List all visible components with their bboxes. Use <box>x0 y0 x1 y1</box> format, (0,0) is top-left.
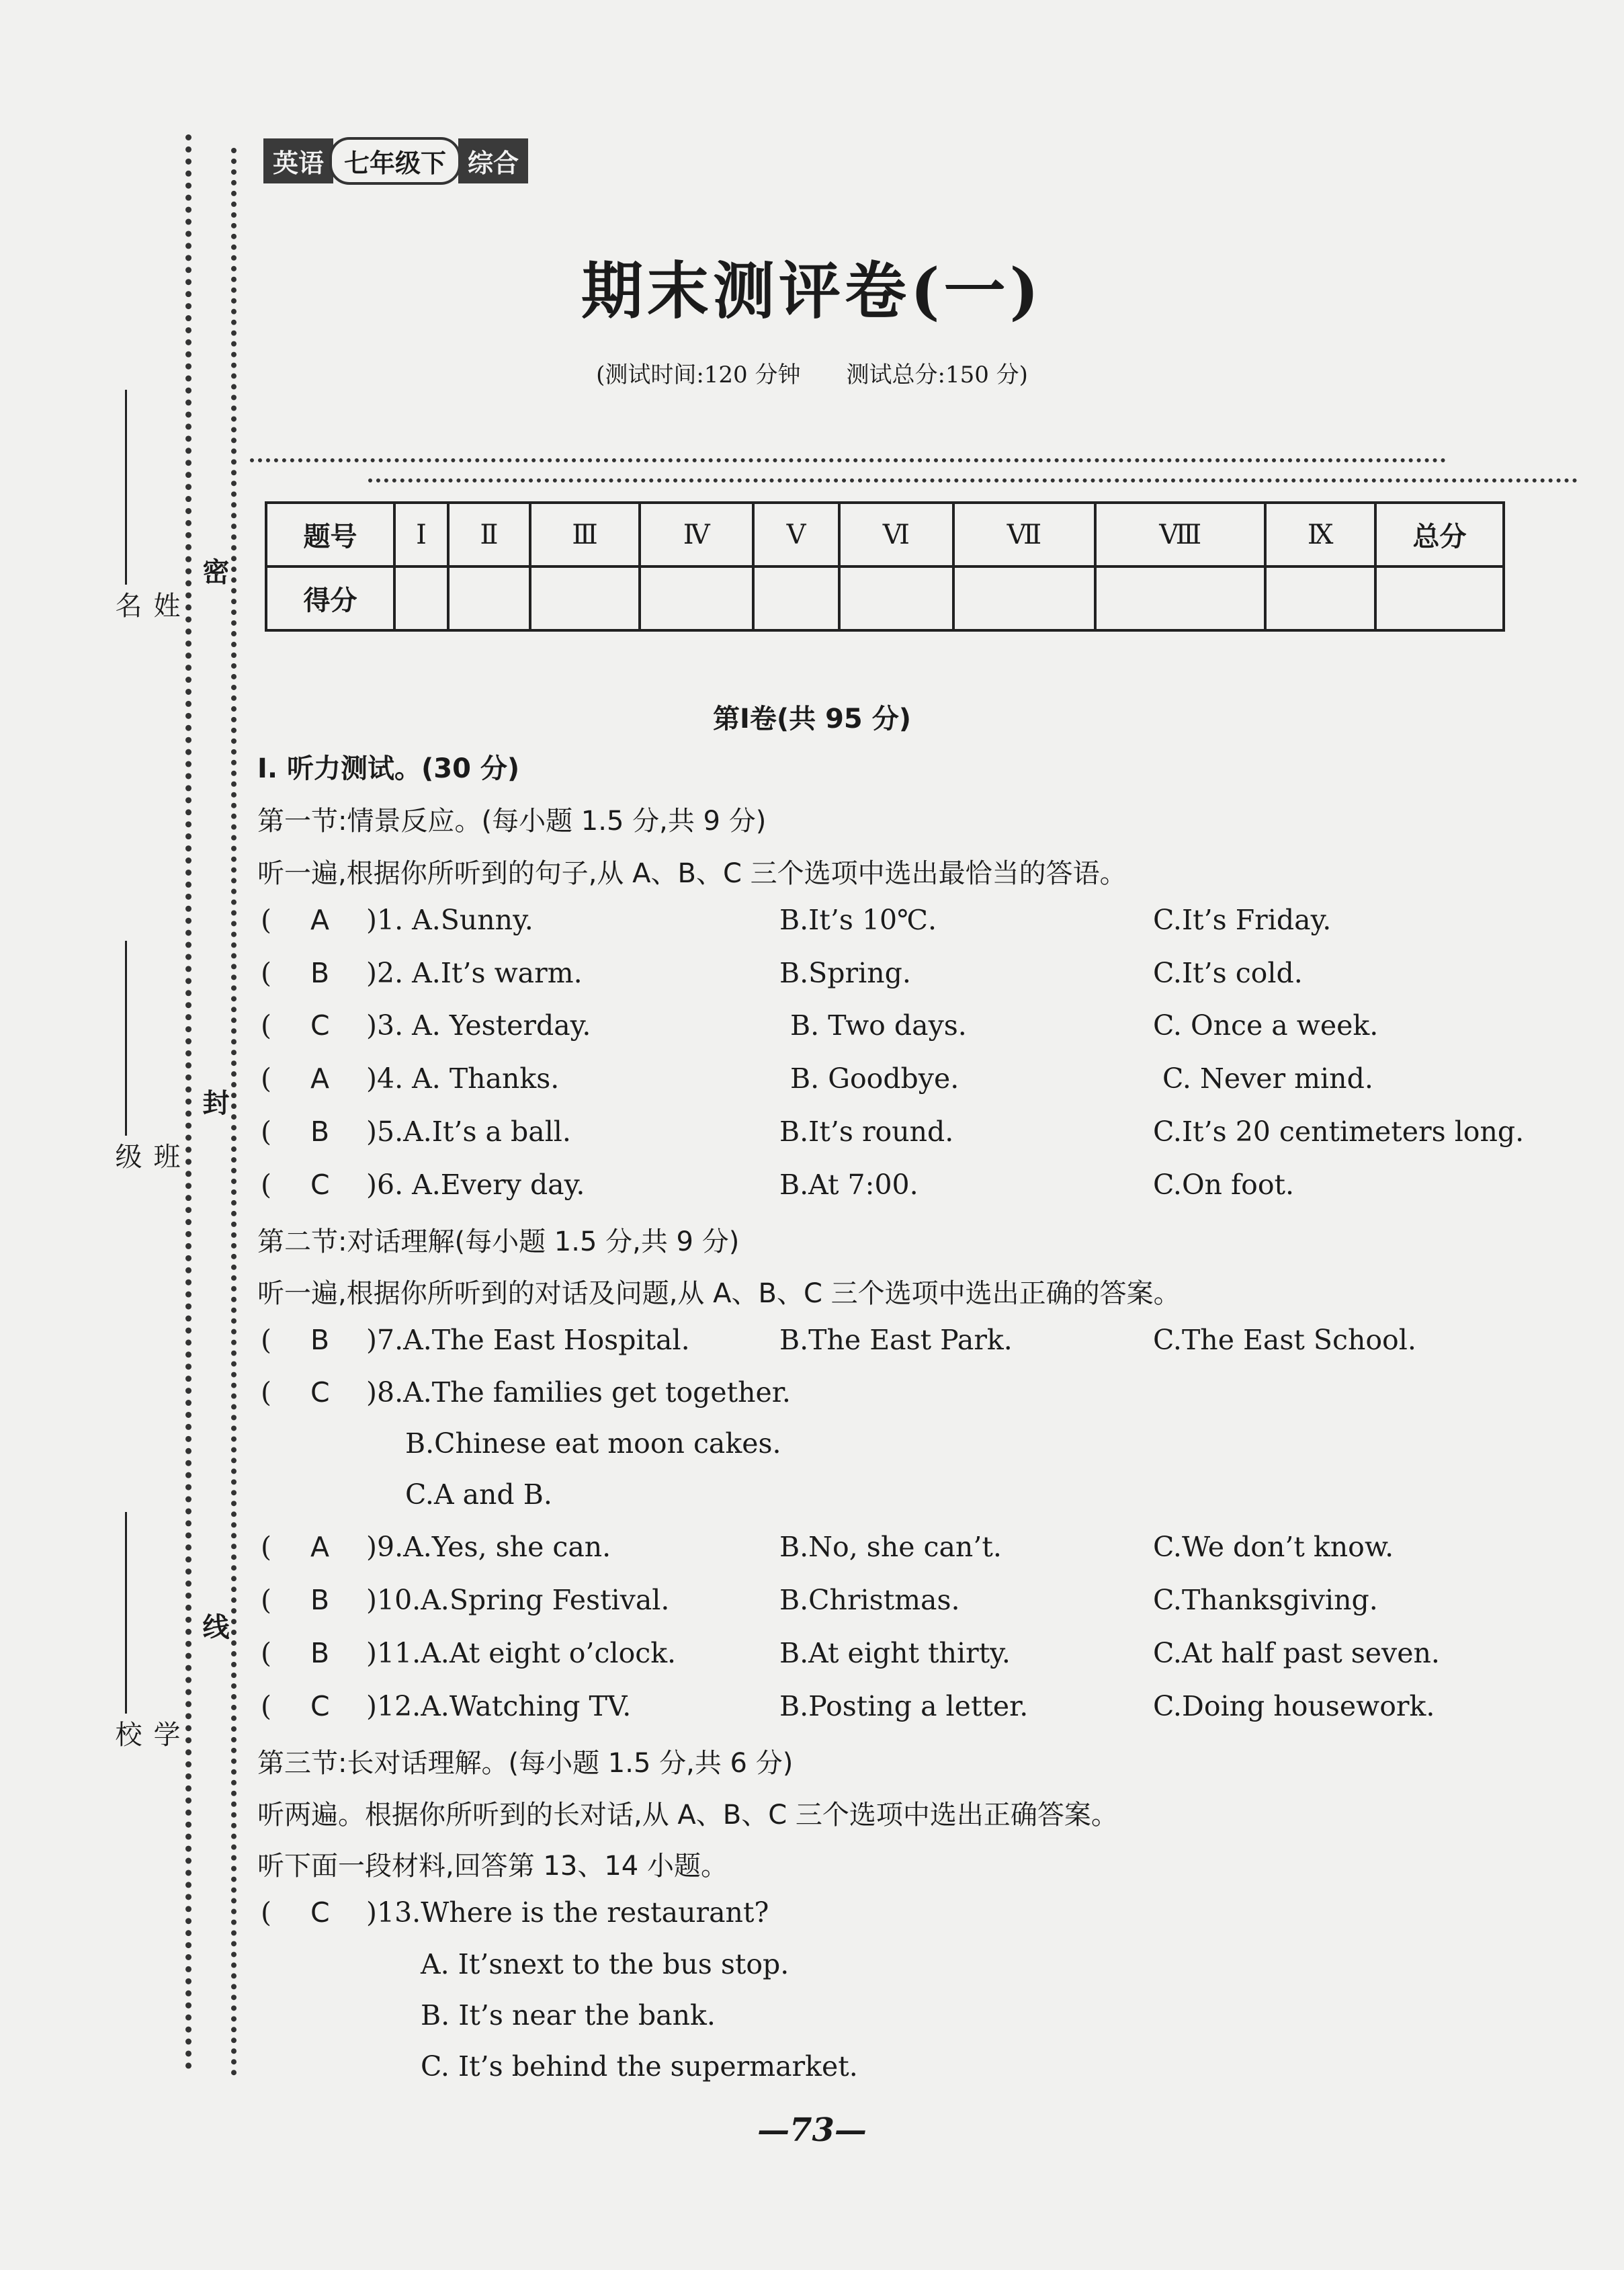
score-table-header-row <box>266 503 1504 566</box>
q10-answer[interactable]: B <box>310 1584 330 1616</box>
q6-option-b: B.At 7:00. <box>779 1169 918 1201</box>
q2-answer[interactable]: B <box>310 957 330 989</box>
q10-option-b: B.Christmas. <box>779 1584 960 1616</box>
q11-option-c: C.At half past seven. <box>1153 1637 1440 1669</box>
score-cell-9: Ⅸ <box>1265 503 1375 566</box>
q9-option-a: )9.A.Yes, she can. <box>366 1531 611 1563</box>
q9-option-b: B.No, she can’t. <box>779 1531 1002 1563</box>
q8-open-paren: ( <box>261 1376 271 1409</box>
type-label: 综合 <box>458 138 528 183</box>
sec3-material: 听下面一段材料,回答第 13、14 小题。 <box>257 1851 728 1882</box>
q2-option-a: )2. A.It’s warm. <box>366 957 583 989</box>
score-cell-5: Ⅴ <box>753 503 839 566</box>
sec3-instruction: 听两遍。根据你所听到的长对话,从 A、B、C 三个选项中选出正确答案。 <box>257 1800 1118 1831</box>
score-cell-6: Ⅵ <box>839 503 953 566</box>
q3-option-a: )3. A. Yesterday. <box>366 1009 591 1042</box>
class-label: 班 级 <box>111 1142 180 1196</box>
seal-word-xian: 线 <box>198 1613 230 1640</box>
q13-option-b: B. It’s near the bank. <box>421 1999 716 2031</box>
name-label: 姓 名 <box>111 591 180 645</box>
exam-title: 期末测评卷(一) <box>581 255 1043 327</box>
name-line <box>125 390 127 585</box>
page-number: —73— <box>757 2111 867 2149</box>
q4-option-a: )4. A. Thanks. <box>366 1062 560 1095</box>
part-title: 第Ⅰ卷(共 95 分) <box>713 704 911 734</box>
q10-option-a: )10.A.Spring Festival. <box>366 1584 670 1616</box>
q4-option-c: C. Never mind. <box>1162 1062 1373 1095</box>
q7-answer[interactable]: B <box>310 1324 330 1356</box>
q12-answer[interactable]: C <box>310 1690 330 1722</box>
subject-tag <box>263 138 528 183</box>
q4-open-paren: ( <box>261 1062 271 1095</box>
score-cell-label: 题号 <box>266 503 394 566</box>
q11-answer[interactable]: B <box>310 1637 330 1669</box>
score-input-5[interactable] <box>753 566 839 630</box>
q3-answer[interactable]: C <box>310 1009 330 1042</box>
q6-option-c: C.On foot. <box>1153 1169 1295 1201</box>
q8-option-b: B.Chinese eat moon cakes. <box>405 1427 781 1460</box>
q3-open-paren: ( <box>261 1009 271 1042</box>
q3-option-b: B. Two days. <box>790 1009 967 1042</box>
seal-word-feng: 封 <box>198 1089 230 1116</box>
q7-option-c: C.The East School. <box>1153 1324 1416 1356</box>
q5-option-c: C.It’s 20 centimeters long. <box>1153 1116 1525 1148</box>
grade-label: 七年级下 <box>329 137 461 185</box>
q10-open-paren: ( <box>261 1584 271 1616</box>
q9-open-paren: ( <box>261 1531 271 1563</box>
school-line <box>125 1512 127 1714</box>
sec3-title: 第三节:长对话理解。(每小题 1.5 分,共 6 分) <box>257 1748 794 1779</box>
school-label: 学 校 <box>111 1720 180 1774</box>
sec1-instruction: 听一遍,根据你所听到的句子,从 A、B、C 三个选项中选出最恰当的答语。 <box>257 858 1127 889</box>
q1-answer[interactable]: A <box>310 904 330 936</box>
subject-label: 英语 <box>263 138 333 183</box>
q2-option-b: B.Spring. <box>779 957 911 989</box>
q11-option-b: B.At eight thirty. <box>779 1637 1011 1669</box>
score-cell-3: Ⅲ <box>530 503 640 566</box>
q1-option-a: )1. A.Sunny. <box>366 904 533 936</box>
q3-option-c: C. Once a week. <box>1153 1009 1379 1042</box>
q13-option-c: C. It’s behind the supermarket. <box>421 2050 858 2083</box>
score-input-1[interactable] <box>394 566 448 630</box>
dotted-rule-1 <box>250 458 1446 462</box>
q13-answer[interactable]: C <box>310 1896 330 1929</box>
score-cell-total: 总分 <box>1375 503 1504 566</box>
q9-answer[interactable]: A <box>310 1531 330 1563</box>
q6-open-paren: ( <box>261 1169 271 1201</box>
q10-option-c: C.Thanksgiving. <box>1153 1584 1378 1616</box>
section-listening: I. 听力测试。(30 分) <box>257 753 520 784</box>
q8-option-a: )8.A.The families get together. <box>366 1376 791 1409</box>
binding-dots-outer <box>185 134 191 2070</box>
q6-option-a: )6. A.Every day. <box>366 1169 585 1201</box>
q1-option-c: C.It’s Friday. <box>1153 904 1332 936</box>
class-line <box>125 941 127 1136</box>
q13-question: )13.Where is the restaurant? <box>366 1896 769 1929</box>
score-input-total[interactable] <box>1375 566 1504 630</box>
score-input-3[interactable] <box>530 566 640 630</box>
score-row-label: 得分 <box>266 566 394 630</box>
score-input-9[interactable] <box>1265 566 1375 630</box>
q2-open-paren: ( <box>261 957 271 989</box>
q4-option-b: B. Goodbye. <box>790 1062 959 1095</box>
q12-option-b: B.Posting a letter. <box>779 1690 1029 1722</box>
q4-answer[interactable]: A <box>310 1062 330 1095</box>
score-cell-2: Ⅱ <box>448 503 530 566</box>
score-input-8[interactable] <box>1095 566 1265 630</box>
q12-open-paren: ( <box>261 1690 271 1722</box>
q7-option-a: )7.A.The East Hospital. <box>366 1324 690 1356</box>
q11-open-paren: ( <box>261 1637 271 1669</box>
q8-option-c: C.A and B. <box>405 1478 552 1511</box>
sec2-title: 第二节:对话理解(每小题 1.5 分,共 9 分) <box>257 1226 740 1257</box>
q11-option-a: )11.A.At eight o’clock. <box>366 1637 677 1669</box>
q5-answer[interactable]: B <box>310 1116 330 1148</box>
q7-option-b: B.The East Park. <box>779 1324 1013 1356</box>
q5-option-a: )5.A.It’s a ball. <box>366 1116 571 1148</box>
q7-open-paren: ( <box>261 1324 271 1356</box>
q5-open-paren: ( <box>261 1116 271 1148</box>
q2-option-c: C.It’s cold. <box>1153 957 1303 989</box>
score-cell-8: Ⅷ <box>1095 503 1265 566</box>
q12-option-a: )12.A.Watching TV. <box>366 1690 632 1722</box>
q6-answer[interactable]: C <box>310 1169 330 1201</box>
score-cell-1: Ⅰ <box>394 503 448 566</box>
score-cell-4: Ⅳ <box>640 503 753 566</box>
q13-open-paren: ( <box>261 1896 271 1929</box>
q12-option-c: C.Doing housework. <box>1153 1690 1435 1722</box>
seal-word-mi: 密 <box>198 558 230 585</box>
dotted-rule-2 <box>368 478 1578 482</box>
score-input-2[interactable] <box>448 566 530 630</box>
score-table <box>265 501 1505 632</box>
q13-option-a: A. It’snext to the bus stop. <box>421 1948 789 1980</box>
score-input-6[interactable] <box>839 566 953 630</box>
q9-option-c: C.We don’t know. <box>1153 1531 1394 1563</box>
score-table-score-row <box>266 566 1504 630</box>
q5-option-b: B.It’s round. <box>779 1116 954 1148</box>
q8-answer[interactable]: C <box>310 1376 330 1409</box>
sec2-instruction: 听一遍,根据你所听到的对话及问题,从 A、B、C 三个选项中选出正确的答案。 <box>257 1278 1181 1309</box>
score-cell-7: Ⅶ <box>953 503 1095 566</box>
exam-subtitle: (测试时间:120 分钟 测试总分:150 分) <box>596 362 1028 388</box>
q1-open-paren: ( <box>261 904 271 936</box>
sec1-title: 第一节:情景反应。(每小题 1.5 分,共 9 分) <box>257 806 767 837</box>
q1-option-b: B.It’s 10℃. <box>779 904 937 936</box>
score-input-7[interactable] <box>953 566 1095 630</box>
score-input-4[interactable] <box>640 566 753 630</box>
